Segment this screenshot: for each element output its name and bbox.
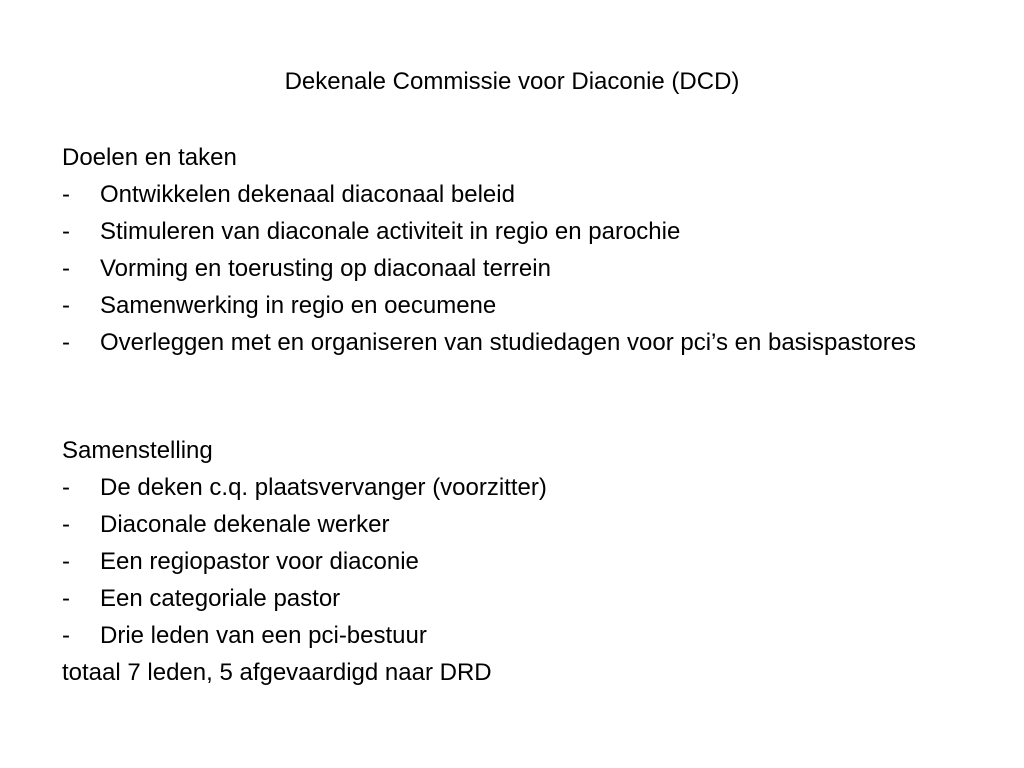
slide-title: Dekenale Commissie voor Diaconie (DCD) — [284, 68, 740, 95]
list-item — [62, 180, 962, 209]
list-item — [62, 217, 962, 246]
list-item — [62, 291, 962, 320]
list-item-text: De deken c.q. plaatsvervanger (voorzitter) — [100, 474, 547, 501]
samenstelling-list — [62, 473, 962, 650]
dash-bullet-icon: - — [62, 548, 70, 575]
members-summary: totaal 7 leden, 5 afgevaardigd naar DRD — [62, 659, 492, 686]
dash-bullet-icon: - — [62, 255, 70, 282]
dash-bullet-icon: - — [62, 474, 70, 501]
list-item-text: Overleggen met en organiseren van studiedagen voor pci’s en basispastores — [100, 329, 917, 356]
dash-bullet-icon: - — [62, 622, 70, 649]
list-item — [62, 473, 962, 502]
doelen-list — [62, 180, 962, 357]
list-item-text: Een regiopastor voor diaconie — [100, 548, 419, 575]
list-item-text: Samenwerking in regio en oecumene — [100, 292, 497, 319]
list-item-text: Vorming en toerusting op diaconaal terrein — [100, 255, 551, 282]
list-item-text: Stimuleren van diaconale activiteit in regio en parochie — [100, 218, 681, 245]
list-item — [62, 254, 962, 283]
list-item — [62, 547, 962, 576]
section-doelen-en-taken — [62, 143, 962, 357]
list-item-text: Diaconale dekenale werker — [100, 511, 390, 538]
list-item-text: Ontwikkelen dekenaal diaconaal beleid — [100, 181, 515, 208]
list-item-text: Een categoriale pastor — [100, 585, 341, 612]
section-samenstelling — [62, 436, 962, 687]
list-item — [62, 621, 962, 650]
dash-bullet-icon: - — [62, 585, 70, 612]
dash-bullet-icon: - — [62, 292, 70, 319]
section-heading-samenstelling: Samenstelling — [62, 437, 213, 464]
dash-bullet-icon: - — [62, 181, 70, 208]
dash-bullet-icon: - — [62, 218, 70, 245]
dash-bullet-icon: - — [62, 511, 70, 538]
list-item — [62, 328, 962, 357]
section-heading-doelen: Doelen en taken — [62, 144, 237, 171]
dash-bullet-icon: - — [62, 329, 70, 356]
list-item-text: Drie leden van een pci-bestuur — [100, 622, 427, 649]
list-item — [62, 510, 962, 539]
list-item — [62, 584, 962, 613]
